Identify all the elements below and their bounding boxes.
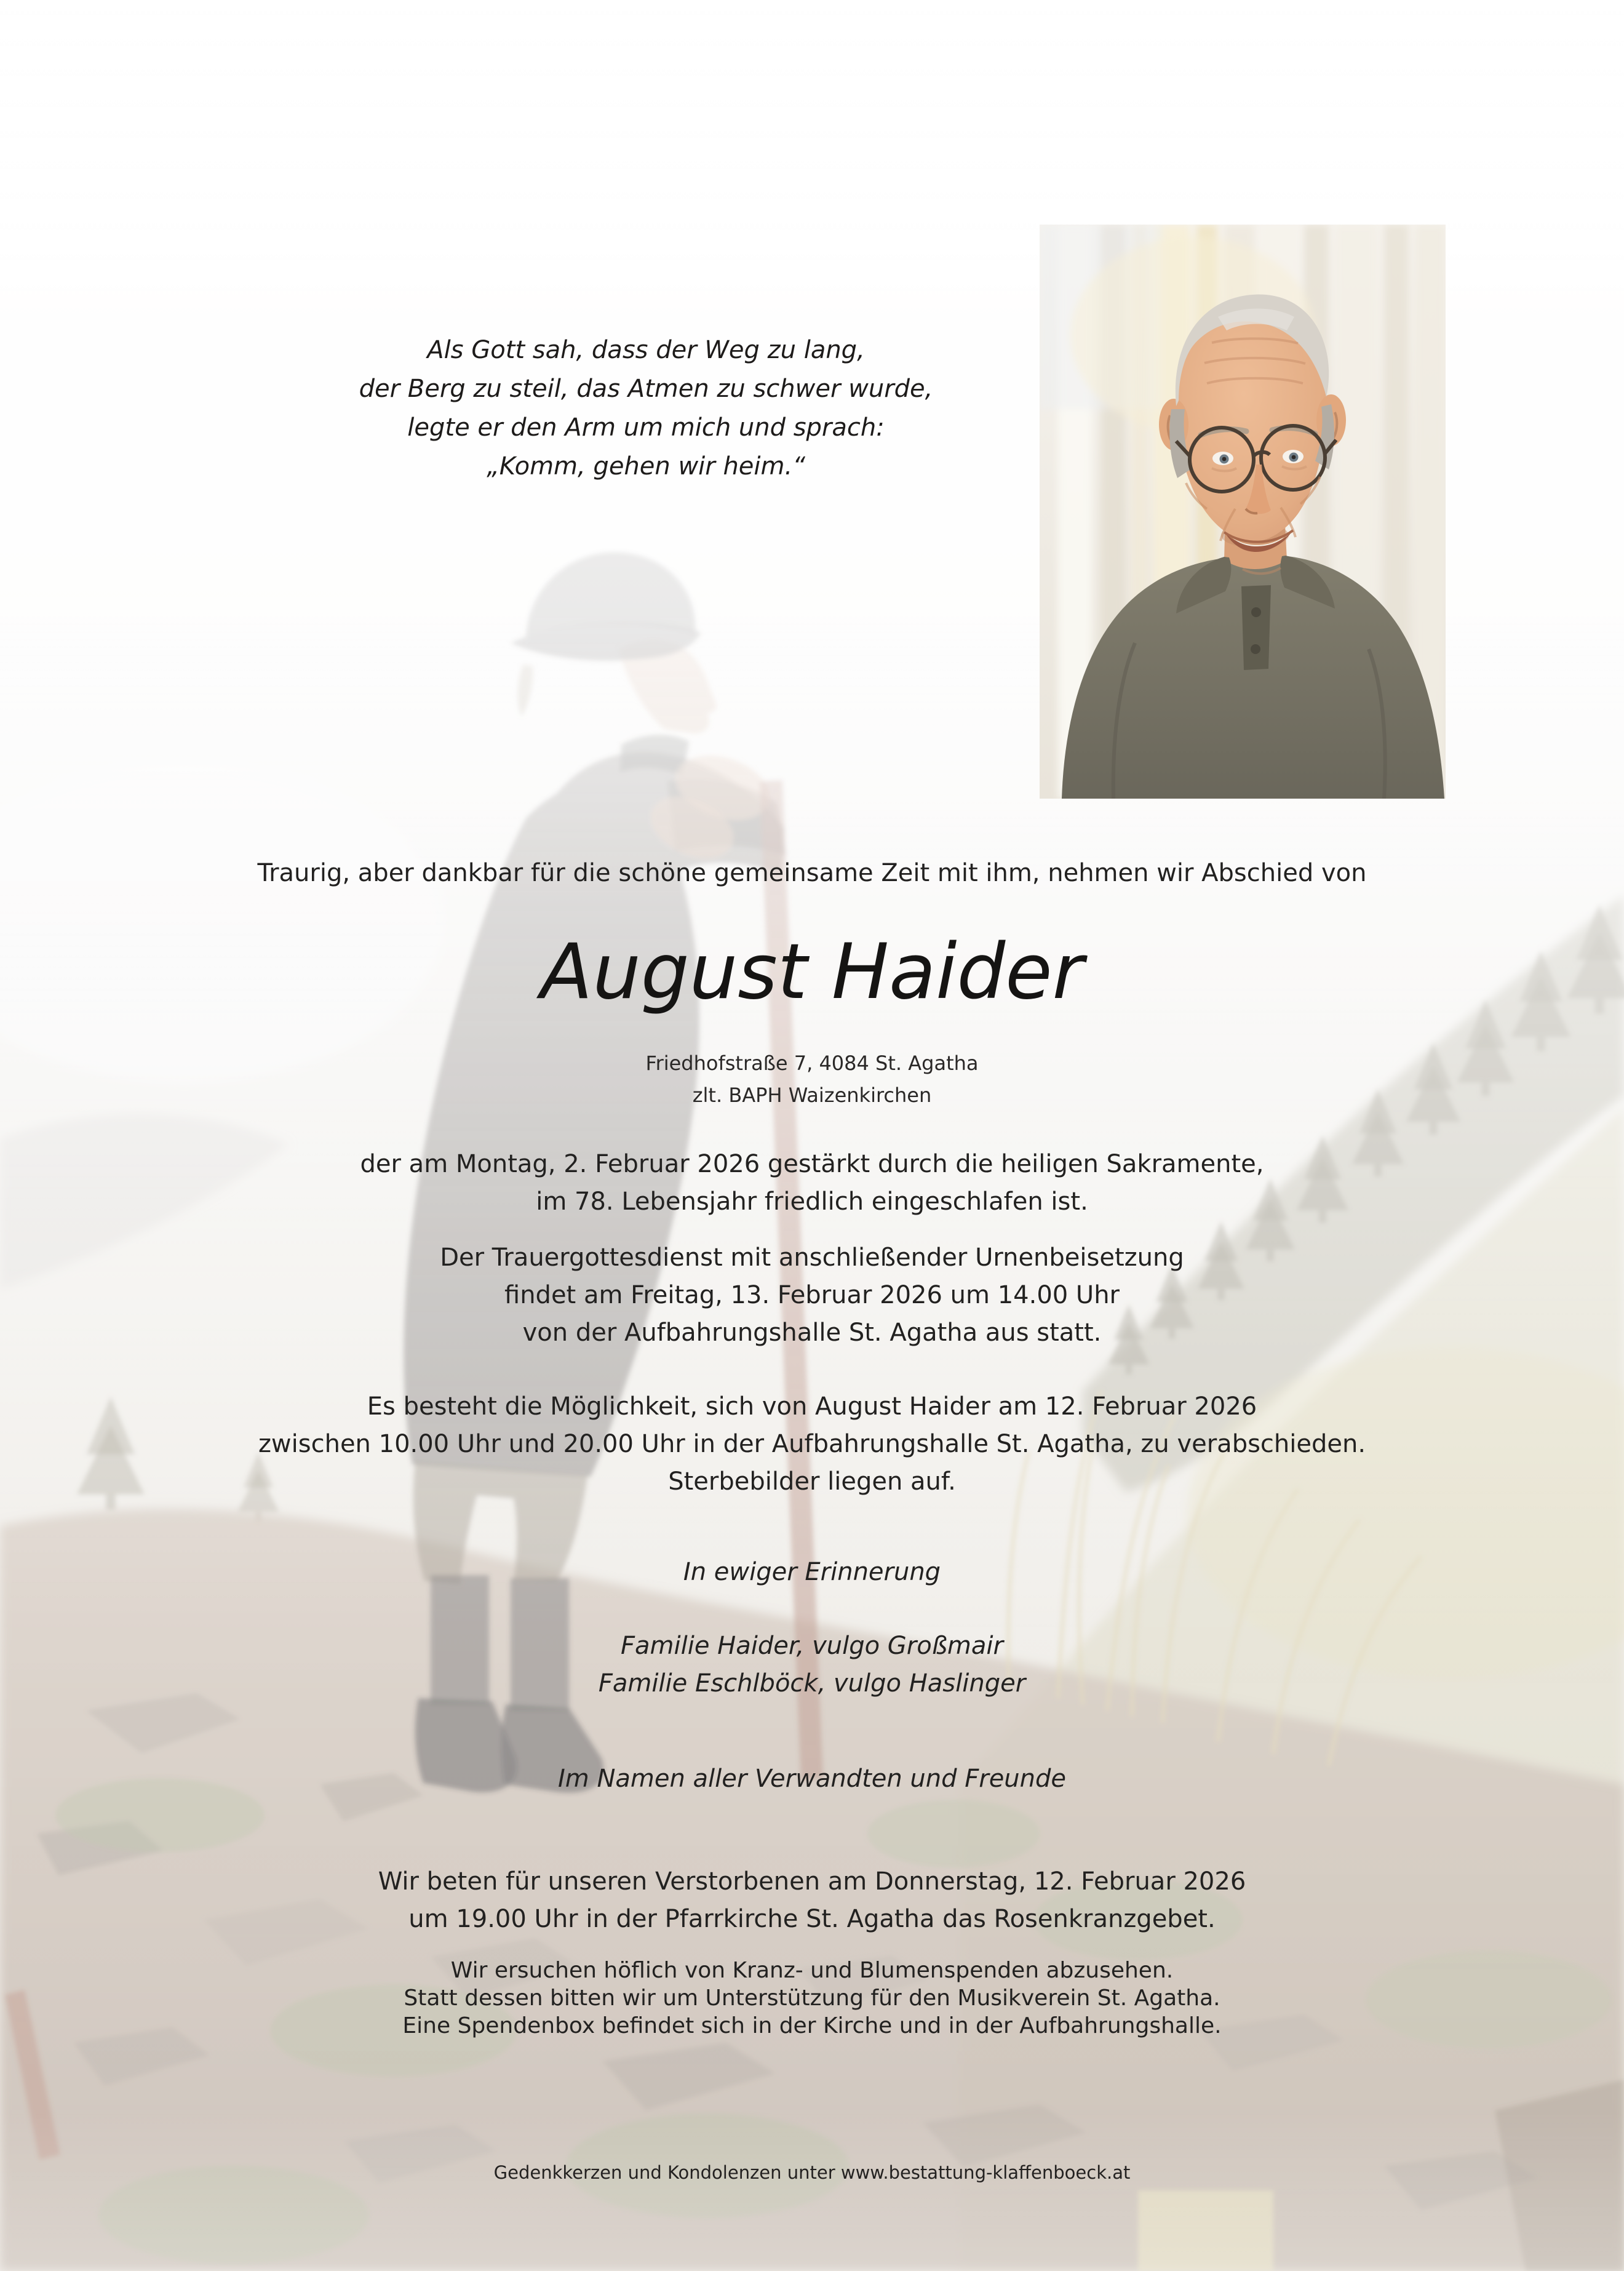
opening-verse [0,331,1292,486]
prayer-line: Wir beten für unseren Verstorbenen am Donnerstag, 12. Februar 2026 [378,1867,1246,1896]
death-notice [0,1146,1624,1221]
address-line: zlt. BAPH Waizenkirchen [692,1084,932,1107]
death-line: im 78. Lebensjahr friedlich eingeschlafen ist. [536,1187,1088,1216]
footer-text: Gedenkkerzen und Kondolenzen unter www.bestattung-klaffenboeck.at [493,2162,1131,2183]
donation-line: Eine Spendenbox befindet sich in der Kirche und in der Aufbahrungshalle. [402,2013,1222,2038]
service-info [0,1239,1624,1352]
donation-info [0,1957,1624,2040]
intro-text: Traurig, aber dankbar für die schöne gemeinsame Zeit mit ihm, nehmen wir Abschied von [257,859,1367,887]
quote-line: der Berg zu steil, das Atmen zu schwer wurde, [359,375,933,403]
mourning-families [0,1627,1624,1702]
service-line: findet am Freitag, 13. Februar 2026 um 14.00 Uhr [504,1281,1120,1309]
deceased-address [0,1047,1624,1111]
remembrance-title: In ewiger Erinnerung [683,1558,941,1586]
quote-line: „Komm, gehen wir heim.“ [487,452,805,481]
address-line: Friedhofstraße 7, 4084 St. Agatha [645,1052,979,1075]
remembrance-closing: Im Namen aller Verwandten und Freunde [557,1765,1067,1793]
farewell-info [0,1388,1624,1501]
farewell-line: Sterbebilder liegen auf. [668,1467,956,1496]
prayer-info [0,1863,1624,1938]
farewell-line: Es besteht die Möglichkeit, sich von August Haider am 12. Februar 2026 [367,1392,1257,1421]
prayer-line: um 19.00 Uhr in der Pfarrkirche St. Agatha das Rosenkranzgebet. [408,1905,1216,1933]
quote-line: legte er den Arm um mich und sprach: [407,413,885,442]
farewell-line: zwischen 10.00 Uhr und 20.00 Uhr in der Aufbahrungshalle St. Agatha, zu verabschieden. [258,1430,1366,1458]
death-line: der am Montag, 2. Februar 2026 gestärkt durch die heiligen Sakramente, [360,1150,1264,1178]
donation-line: Statt dessen bitten wir um Unterstützung für den Musikverein St. Agatha. [404,1986,1220,2011]
portrait-photo [1040,225,1446,799]
family-line: Familie Haider, vulgo Großmair [621,1632,1003,1660]
service-line: Der Trauergottesdienst mit anschließender Urnenbeisetzung [440,1243,1184,1272]
family-line: Familie Eschlböck, vulgo Haslinger [598,1669,1026,1698]
donation-line: Wir ersuchen höflich von Kranz- und Blumenspenden abzusehen. [450,1958,1174,1983]
deceased-name: August Haider [540,928,1084,1016]
quote-line: Als Gott sah, dass der Weg zu lang, [427,336,865,364]
service-line: von der Aufbahrungshalle St. Agatha aus statt. [522,1319,1102,1347]
